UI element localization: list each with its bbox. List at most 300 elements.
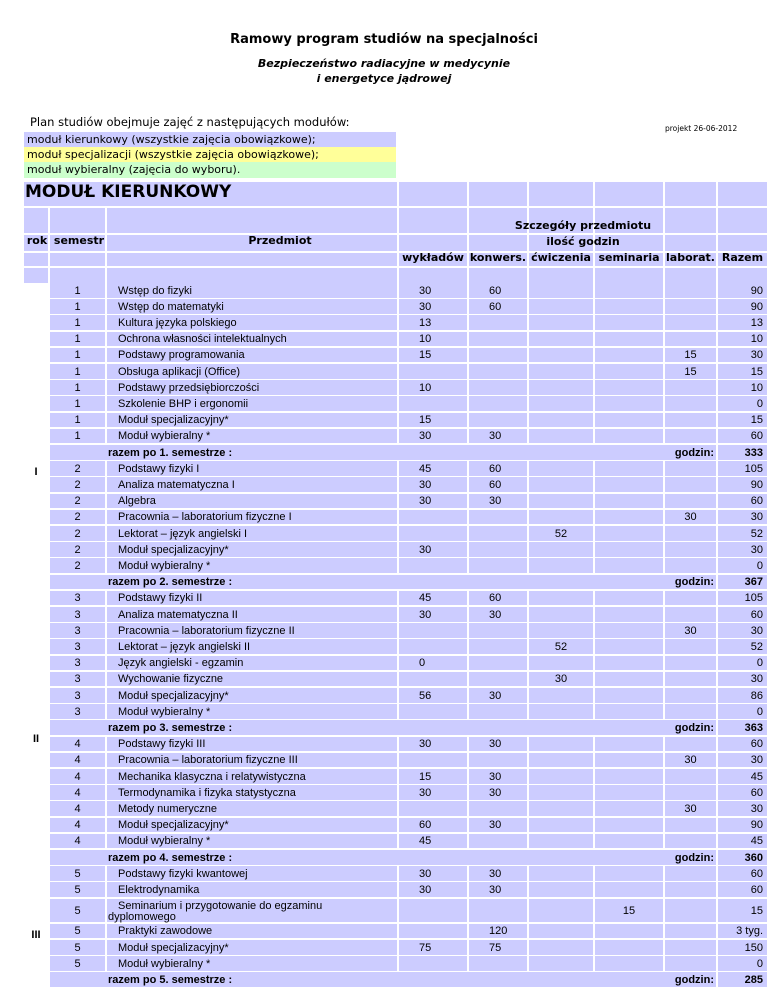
semester-number: 4: [74, 770, 81, 783]
hours-cell: [399, 558, 467, 573]
hours-cell: [399, 396, 467, 411]
hours-cell: [665, 429, 716, 444]
hours-cell: [469, 380, 527, 395]
subject-name: Język angielski - egzamin: [118, 657, 244, 670]
hours-cell: [665, 558, 716, 573]
razem-hours: 30: [750, 624, 763, 637]
hours-cell: [665, 315, 716, 330]
subject-name: Algebra: [118, 495, 156, 508]
razem-hours: 150: [744, 941, 763, 954]
header-rok: rok: [26, 234, 48, 247]
hours-cell: [529, 591, 593, 606]
hours-cell: [529, 866, 593, 881]
godzin-label: godzin:: [674, 722, 714, 734]
subject-name: Moduł wybieralny *: [118, 560, 211, 572]
subject-name: Pracownia – laboratorium fizyczne I: [118, 511, 292, 524]
hours-cell: [529, 315, 593, 330]
hours-cell: [399, 672, 467, 687]
hours-cell: [469, 542, 527, 557]
godzin-label: godzin:: [674, 851, 714, 864]
hours-cell: [399, 753, 467, 768]
razem-hours: 0: [756, 705, 763, 718]
hours-cell: [529, 396, 593, 411]
header-cell: [50, 253, 105, 266]
semester-summary-label: razem po 4. semestrze :: [108, 851, 233, 864]
subject-name: Podstawy fizyki II: [118, 592, 203, 605]
semester-number: 4: [74, 738, 81, 751]
hours-cell: [665, 542, 716, 557]
hours-cell: [469, 753, 527, 768]
hours-cell: [665, 591, 716, 606]
semester-summary-label: razem po 1. semestrze :: [108, 446, 233, 459]
semester-number: 2: [74, 527, 81, 540]
semester-number: 5: [74, 884, 81, 896]
hours-cell: [595, 332, 663, 347]
hours-cell: [665, 461, 716, 476]
hours-cell: [595, 737, 663, 752]
wyk-hours: 10: [419, 381, 432, 394]
hours-cell: [529, 477, 593, 492]
subject-name: Mechanika klasyczna i relatywistyczna: [118, 770, 306, 783]
hours-cell: [665, 283, 716, 298]
wyk-hours: 30: [419, 608, 432, 621]
hours-cell: [469, 656, 527, 671]
hours-cell: [529, 834, 593, 849]
konw-hours: 30: [489, 786, 502, 799]
hours-cell: [529, 769, 593, 784]
year-label: I: [34, 466, 38, 479]
hours-cell: [595, 623, 663, 638]
hours-cell: [399, 899, 467, 923]
semester-number: 3: [74, 689, 81, 702]
razem-hours: 30: [750, 803, 763, 815]
hours-cell: [665, 332, 716, 347]
wyk-hours: 56: [419, 689, 432, 702]
header-cell: [595, 268, 663, 283]
hours-cell: [665, 956, 716, 971]
semester-summary-label: razem po 2. semestrze :: [108, 576, 233, 589]
intro-text: Plan studiów obejmuje zajęć z następujących modułów:: [30, 115, 350, 129]
semester-number: 5: [74, 941, 81, 954]
wyk-hours: 15: [419, 349, 432, 362]
hours-cell: [665, 737, 716, 752]
subject-name: Analiza matematyczna II: [118, 608, 238, 621]
hours-cell: [529, 940, 593, 955]
hours-cell: [665, 769, 716, 784]
razem-hours: 30: [750, 754, 763, 767]
subject-name: Moduł specjalizacyjny*: [118, 414, 229, 427]
razem-hours: 86: [750, 689, 763, 702]
subject-name: Podstawy przedsiębiorczości: [118, 381, 260, 394]
konw-hours: 60: [489, 300, 502, 313]
header-cell: [24, 253, 48, 266]
hours-cell: [529, 785, 593, 800]
konw-hours: 60: [489, 284, 502, 297]
konw-hours: 30: [489, 884, 502, 896]
header-konwers: konwers.: [469, 251, 527, 264]
subject-name: Kultura języka polskiego: [118, 317, 237, 329]
hours-cell: [529, 956, 593, 971]
subtitle-line-2: i energetyce jądrowej: [316, 72, 452, 85]
razem-hours: 45: [750, 770, 763, 783]
hours-cell: [529, 704, 593, 719]
header-seminaria: seminaria: [598, 251, 660, 264]
semester-number: 4: [74, 786, 81, 799]
subject-name: Podstawy fizyki III: [118, 738, 206, 751]
konw-hours: 30: [489, 819, 502, 832]
semester-number: 3: [74, 592, 81, 605]
page-title: Ramowy program studiów na specjalności: [230, 32, 538, 47]
konw-hours: 30: [489, 608, 502, 621]
project-date: projekt 26-06-2012: [665, 124, 738, 133]
wyk-hours: 13: [419, 317, 432, 329]
wyk-hours: 30: [419, 430, 432, 443]
hours-cell: [469, 315, 527, 330]
hours-cell: [399, 623, 467, 638]
header-cwiczenia: ćwiczenia: [531, 251, 591, 264]
razem-hours: 13: [750, 317, 763, 329]
semester-total: 360: [744, 851, 763, 864]
header-cell: [665, 268, 716, 283]
hours-cell: [665, 639, 716, 654]
semester-number: 1: [74, 414, 81, 427]
hours-cell: [595, 510, 663, 525]
wyk-hours: 30: [419, 884, 432, 896]
hours-cell: [399, 510, 467, 525]
hours-cell: [595, 413, 663, 428]
semester-number: 2: [74, 462, 81, 475]
wyk-hours: 30: [419, 495, 432, 508]
hours-cell: [665, 494, 716, 509]
sem-hours: 15: [622, 904, 636, 917]
header-laborat: laborat.: [666, 251, 715, 264]
semester-number: 1: [74, 284, 81, 297]
hours-cell: [595, 348, 663, 363]
wyk-hours: 30: [419, 300, 432, 313]
header-cell: [665, 182, 716, 206]
header-cell: [107, 208, 397, 233]
konw-hours: 60: [489, 592, 502, 605]
hours-cell: [469, 672, 527, 687]
subject-name: Moduł specjalizacyjny*: [118, 543, 229, 556]
subject-name: Praktyki zawodowe: [118, 925, 213, 938]
year-cell: [24, 283, 48, 589]
hours-cell: [469, 526, 527, 541]
subject-name: Szkolenie BHP i ergonomii: [118, 398, 249, 410]
lab-hours: 15: [684, 349, 697, 362]
godzin-label: godzin:: [674, 446, 714, 459]
hours-cell: [595, 299, 663, 314]
razem-hours: 15: [750, 414, 763, 427]
subject-name: Moduł wybieralny *: [118, 835, 211, 848]
semester-number: 2: [74, 511, 81, 524]
hours-cell: [529, 494, 593, 509]
razem-hours: 60: [750, 495, 763, 508]
semester-number: 1: [74, 381, 81, 394]
hours-cell: [529, 623, 593, 638]
header-cell: [529, 182, 593, 206]
subject-name: Elektrodynamika: [118, 884, 200, 896]
hours-cell: [469, 332, 527, 347]
wyk-hours: 15: [419, 414, 432, 427]
konw-hours: 60: [489, 462, 502, 475]
hours-cell: [595, 753, 663, 768]
razem-hours: 10: [750, 381, 763, 394]
semester-number: 2: [74, 495, 81, 508]
header-cell: [50, 208, 105, 233]
subject-name: Moduł wybieralny *: [118, 430, 211, 443]
subject-name: Pracownia – laboratorium fizyczne II: [118, 624, 295, 637]
hours-cell: [665, 704, 716, 719]
razem-hours: 0: [756, 398, 763, 410]
hours-cell: [529, 380, 593, 395]
hours-cell: [529, 332, 593, 347]
hours-cell: [665, 477, 716, 492]
konw-hours: 120: [489, 925, 508, 938]
wyk-hours: 30: [419, 284, 432, 297]
hours-cell: [665, 656, 716, 671]
subject-name: Moduł specjalizacyjny*: [118, 941, 229, 954]
hours-cell: [595, 956, 663, 971]
semester-number: 1: [74, 300, 81, 313]
semester-summary-label: razem po 5. semestrze :: [108, 973, 233, 986]
semester-number: 5: [74, 957, 81, 970]
header-cell: [50, 268, 105, 283]
hours-cell: [529, 656, 593, 671]
hours-cell: [595, 940, 663, 955]
hours-cell: [595, 542, 663, 557]
hours-cell: [595, 558, 663, 573]
hours-cell: [595, 429, 663, 444]
hours-cell: [399, 704, 467, 719]
hours-cell: [469, 704, 527, 719]
semester-number: 5: [74, 867, 81, 880]
header-cell: [718, 182, 767, 206]
hours-cell: [529, 924, 593, 939]
hours-cell: [529, 283, 593, 298]
semester-number: 1: [74, 365, 81, 378]
year-label: II: [32, 732, 40, 745]
hours-cell: [595, 785, 663, 800]
wyk-hours: 45: [419, 592, 432, 605]
razem-hours: 60: [750, 786, 763, 799]
razem-hours: 52: [750, 527, 763, 540]
legend-specjalizacji: moduł specjalizacji (wszystkie zajęcia obowiązkowe);: [24, 147, 396, 163]
cw-hours: 30: [554, 673, 568, 686]
hours-cell: [529, 801, 593, 816]
header-cell: [24, 268, 48, 283]
header-cell: [595, 182, 663, 206]
hours-cell: [595, 477, 663, 492]
legend-wybieralny: moduł wybieralny (zajęcia do wyboru).: [24, 162, 396, 178]
razem-hours: 0: [756, 560, 763, 572]
subject-name: Podstawy fizyki kwantowej: [118, 867, 248, 880]
subject-name: Ochrona własności intelektualnych: [118, 333, 287, 346]
hours-cell: [469, 834, 527, 849]
hours-cell: [529, 413, 593, 428]
razem-hours: 60: [750, 738, 763, 751]
subject-name: Pracownia – laboratorium fizyczne III: [118, 754, 298, 767]
hours-cell: [665, 940, 716, 955]
hours-cell: [595, 396, 663, 411]
razem-hours: 30: [750, 511, 763, 524]
hours-cell: [595, 380, 663, 395]
subject-name: Moduł wybieralny *: [118, 705, 211, 718]
subject-name: Analiza matematyczna I: [118, 479, 235, 491]
semester-number: 3: [74, 657, 81, 670]
subtitle-line-1: Bezpieczeństwo radiacyjne w medycynie: [257, 57, 511, 70]
subject-name: Lektorat – język angielski II: [118, 641, 251, 653]
wyk-hours: 30: [419, 786, 432, 799]
hours-cell: [665, 380, 716, 395]
subject-name: Moduł specjalizacyjny*: [118, 689, 229, 702]
header-cell: [718, 268, 767, 283]
semester-number: 3: [74, 624, 81, 637]
semester-number: 4: [74, 835, 81, 848]
semester-number: 3: [74, 641, 81, 653]
hours-cell: [469, 348, 527, 363]
hours-cell: [399, 639, 467, 654]
hours-cell: [665, 924, 716, 939]
razem-hours: 60: [750, 884, 763, 896]
hours-cell: [595, 688, 663, 703]
hours-cell: [399, 956, 467, 971]
hours-cell: [529, 899, 593, 923]
hours-cell: [529, 429, 593, 444]
razem-hours: 105: [744, 592, 763, 605]
subject-name: Podstawy programowania: [118, 349, 245, 362]
semester-number: 4: [74, 803, 81, 815]
header-cell: [469, 268, 527, 283]
hours-cell: [595, 315, 663, 330]
hours-cell: [399, 526, 467, 541]
hours-cell: [595, 283, 663, 298]
header-ilosc-godzin: ilość godzin: [546, 235, 620, 248]
hours-cell: [529, 510, 593, 525]
hours-cell: [665, 396, 716, 411]
hours-cell: [595, 607, 663, 622]
lab-hours: 30: [684, 803, 697, 815]
hours-cell: [595, 672, 663, 687]
hours-cell: [595, 656, 663, 671]
header-wykladow: wykładów: [402, 251, 464, 264]
subject-name-cont: dyplomowego: [108, 910, 176, 923]
godzin-label: godzin:: [674, 973, 714, 986]
semester-number: 4: [74, 819, 81, 832]
hours-cell: [399, 924, 467, 939]
konw-hours: 60: [489, 479, 502, 491]
semester-total: 367: [744, 576, 763, 589]
razem-hours: 45: [750, 835, 763, 848]
hours-cell: [665, 688, 716, 703]
wyk-hours: 30: [419, 867, 432, 880]
hours-cell: [469, 899, 527, 923]
hours-cell: [469, 558, 527, 573]
hours-cell: [529, 461, 593, 476]
hours-cell: [595, 801, 663, 816]
hours-cell: [595, 866, 663, 881]
hours-cell: [595, 834, 663, 849]
semester-number: 2: [74, 479, 81, 491]
hours-cell: [665, 834, 716, 849]
hours-cell: [529, 607, 593, 622]
cw-hours: 52: [554, 641, 568, 653]
hours-cell: [595, 364, 663, 379]
header-razem: Razem: [721, 251, 764, 264]
hours-cell: [529, 737, 593, 752]
razem-hours: 60: [750, 430, 763, 443]
hours-cell: [399, 364, 467, 379]
hours-cell: [469, 639, 527, 654]
hours-cell: [595, 924, 663, 939]
semester-total: 333: [744, 446, 763, 459]
hours-cell: [529, 558, 593, 573]
hours-cell: [595, 818, 663, 833]
razem-hours: 60: [750, 608, 763, 621]
header-semestr: semestr: [53, 234, 105, 247]
wyk-hours: 60: [419, 819, 432, 832]
razem-hours: 0: [756, 957, 763, 970]
subject-name: Wstęp do fizyki: [118, 284, 192, 297]
hours-cell: [595, 704, 663, 719]
semester-number: 3: [74, 673, 81, 686]
hours-cell: [529, 882, 593, 897]
hours-cell: [595, 882, 663, 897]
semester-number: 1: [74, 317, 81, 329]
hours-cell: [469, 956, 527, 971]
semester-summary-label: razem po 3. semestrze :: [108, 722, 233, 734]
subject-name: Lektorat – język angielski I: [118, 527, 248, 540]
hours-cell: [529, 753, 593, 768]
konw-hours: 30: [489, 495, 502, 508]
hours-cell: [529, 818, 593, 833]
hours-cell: [469, 364, 527, 379]
subject-name: Wstęp do matematyki: [118, 300, 224, 313]
section-title: MODUŁ KIERUNKOWY: [25, 182, 232, 202]
hours-cell: [595, 494, 663, 509]
konw-hours: 75: [489, 941, 502, 954]
wyk-hours: 15: [419, 770, 432, 783]
wyk-hours: 30: [419, 543, 432, 556]
razem-hours: 30: [750, 349, 763, 362]
hours-cell: [665, 785, 716, 800]
subject-name: Seminarium i przygotowanie do egzaminu: [118, 899, 323, 912]
subject-name: Termodynamika i fizyka statystyczna: [118, 786, 296, 799]
hours-cell: [595, 461, 663, 476]
razem-hours: 52: [750, 641, 763, 653]
razem-hours: 0: [756, 657, 763, 670]
razem-hours: 90: [750, 284, 763, 297]
konw-hours: 30: [489, 867, 502, 880]
hours-cell: [469, 396, 527, 411]
subject-name: Podstawy fizyki I: [118, 462, 200, 475]
hours-cell: [529, 364, 593, 379]
konw-hours: 30: [489, 430, 502, 443]
hours-cell: [665, 866, 716, 881]
hours-cell: [469, 510, 527, 525]
header-przedmiot: Przedmiot: [248, 234, 312, 247]
hours-cell: [665, 672, 716, 687]
header-cell: [529, 268, 593, 283]
razem-hours: 90: [750, 479, 763, 491]
hours-cell: [595, 639, 663, 654]
hours-cell: [469, 623, 527, 638]
semester-number: 3: [74, 608, 81, 621]
razem-hours: 3 tyg.: [736, 925, 763, 938]
hours-cell: [665, 818, 716, 833]
semester-number: 1: [74, 398, 81, 410]
razem-hours: 30: [750, 673, 763, 686]
